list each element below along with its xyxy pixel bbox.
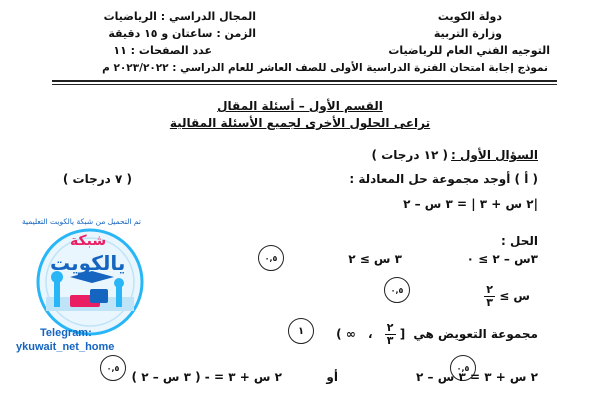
or-word: أو (326, 370, 338, 384)
header-divider (52, 80, 557, 82)
case-two: ٢ س + ٣ = - ( ٣ س – ٢ ) (131, 370, 282, 384)
mark-circle-half: ٠,٥ (384, 277, 410, 303)
section-title: القسم الأول – أسئلة المقال (217, 99, 383, 113)
header-ministry: وزارة التربية (433, 27, 502, 40)
telegram-handle: ykuwait_net_home (16, 341, 115, 353)
mark-circle-half: ٠,٥ (100, 355, 126, 381)
solution-label: الحل : (501, 234, 538, 248)
mark-circle-one: ١ (288, 318, 314, 344)
header-time: الزمن : ساعتان و ١٥ دقيقة (108, 27, 256, 40)
fraction-two-thirds: $\frac{٢}{٣}$ (486, 283, 494, 309)
step1-left: ٣ س ≥ ٢ (348, 252, 402, 266)
header-subject: المجال الدراسي : الرياضيات (103, 10, 256, 23)
step2: س ≥ $\frac{٢}{٣}$ (486, 283, 530, 309)
header-divider-thin (52, 84, 557, 85)
header-country: دولة الكويت (437, 10, 502, 23)
case-one: ٢ س + ٣ = ٣ س – ٢ (416, 370, 538, 384)
equation: |٢ س + ٣ | = ٣ س – ٢ (403, 197, 538, 211)
telegram-label: Telegram: (40, 327, 92, 339)
substitution-set: مجموعة التعويض هي [ $\frac{٢}{٣}$ ، ∞ ) (336, 321, 538, 347)
step1-right: ٣س – ٢ ≥ ٠ (466, 252, 538, 266)
question-title: السؤال الأول : (451, 148, 538, 162)
header-pages: عدد الصفحات : ١١ (113, 44, 212, 57)
fraction-two-thirds: $\frac{٢}{٣}$ (386, 321, 394, 347)
logo-brand-line2: يالكويت (50, 251, 126, 275)
watermark-logo (0, 203, 160, 400)
model-answer-title: نموذج إجابة امتحان الفترة الدراسية الأولى للصف العاشر للعام الدراسي : ٢٠٢٣/٢٠٢٢ م (102, 62, 548, 74)
part-a-marks: ( ٧ درجات ) (62, 172, 132, 186)
section-note: تراعى الحلول الأخرى لجميع الأسئلة المقالية (169, 116, 431, 130)
question-marks: ( ١٢ درجات ) (371, 148, 448, 162)
logo-brand-line1: شبكة (70, 233, 107, 249)
mark-circle-half: ٠,٥ (258, 245, 284, 271)
header-directorate: التوجيه الفني العام للرياضيات (388, 44, 550, 57)
logo-caption: تم التحميل من شبكة يالكويت التعليمية (22, 217, 141, 226)
part-a-prompt: ( أ ) أوجد مجموعة حل المعادلة : (349, 172, 538, 186)
mark-circle-half: ٠,٥ (450, 355, 476, 381)
